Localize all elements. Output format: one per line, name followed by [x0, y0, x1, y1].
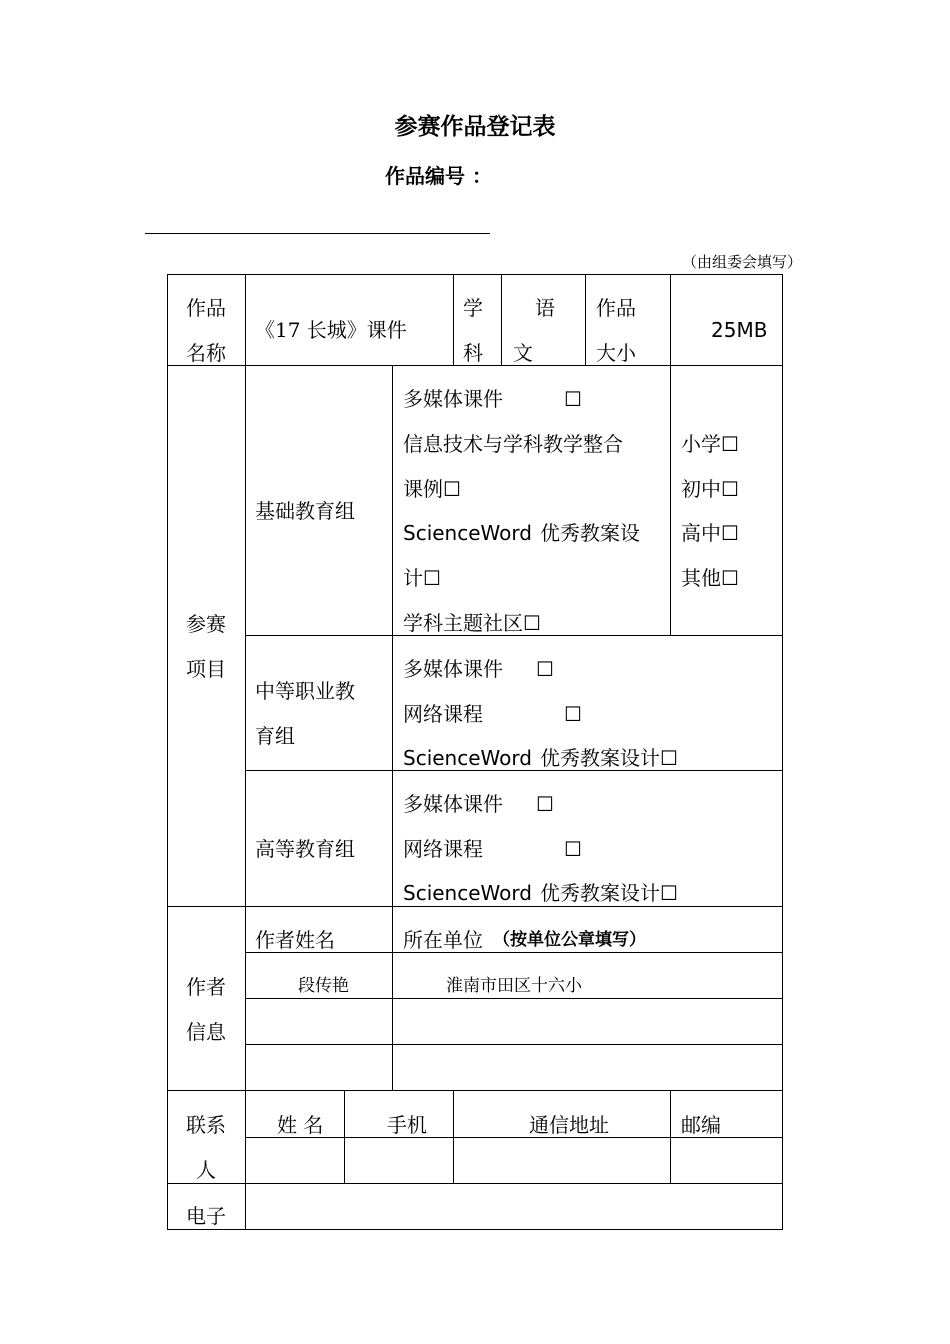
- vocational-option-online-course: 网络课程: [403, 702, 483, 726]
- basic-option-multimedia: 多媒体课件: [403, 387, 503, 411]
- level-primary[interactable]: 小学☐: [681, 432, 739, 456]
- work-name-label-2: 名称: [186, 341, 226, 365]
- vocational-group: 中等职业教: [255, 679, 355, 703]
- contact-address-header: 通信地址: [529, 1113, 609, 1137]
- higher-option-online-course: 网络课程: [403, 837, 483, 861]
- unit-header-note: （按单位公章填写）: [493, 930, 646, 950]
- basic-option-integration: 信息技术与学科教学整合: [403, 432, 623, 456]
- subject-value-2: 文: [513, 341, 533, 365]
- vocational-option-scienceword: ScienceWord: [403, 746, 532, 770]
- author-name-header: 作者姓名: [255, 928, 335, 952]
- basic-option-community[interactable]: 学科主题社区☐: [403, 611, 541, 635]
- author-label: 作者: [186, 975, 226, 999]
- level-other[interactable]: 其他☐: [681, 566, 739, 590]
- author-name-value[interactable]: 段传艳: [298, 976, 349, 996]
- email-label: 电子: [186, 1204, 226, 1228]
- contact-name-header: 姓 名: [277, 1113, 324, 1137]
- level-junior[interactable]: 初中☐: [681, 477, 739, 501]
- author-label-2: 信息: [186, 1020, 226, 1044]
- size-label-2: 大小: [596, 341, 636, 365]
- subject-label: 学: [463, 296, 483, 320]
- contact-postcode-header: 邮编: [681, 1113, 721, 1137]
- work-number-line: [145, 233, 490, 234]
- entry-label: 参赛: [186, 612, 226, 636]
- subject-value: 语: [535, 296, 555, 320]
- higher-online-course-checkbox[interactable]: ☐: [564, 837, 582, 861]
- entry-label-2: 项目: [186, 657, 226, 681]
- size-value: 25MB: [711, 318, 768, 342]
- unit-header: 所在单位: [403, 928, 483, 952]
- vocational-multimedia-checkbox[interactable]: ☐: [536, 657, 554, 681]
- subject-label-2: 科: [463, 341, 483, 365]
- basic-option-lesson-case[interactable]: 课例☐: [403, 477, 461, 501]
- work-name-value: 《17 长城》课件: [255, 318, 407, 342]
- higher-option-scienceword-rest[interactable]: 优秀教案设计☐: [540, 881, 678, 905]
- vocational-online-course-checkbox[interactable]: ☐: [564, 702, 582, 726]
- higher-option-multimedia: 多媒体课件: [403, 792, 503, 816]
- vocational-option-multimedia: 多媒体课件: [403, 657, 503, 681]
- vocational-group-2: 育组: [255, 724, 295, 748]
- work-number-label: 作品编号 ：: [385, 164, 492, 188]
- unit-value[interactable]: 淮南市田区十六小: [446, 976, 582, 996]
- basic-option-scienceword-end[interactable]: 计☐: [403, 566, 441, 590]
- page-title: 参赛作品登记表: [394, 114, 556, 140]
- work-name-label: 作品: [186, 296, 226, 320]
- basic-education-group: 基础教育组: [255, 499, 355, 523]
- higher-option-scienceword: ScienceWord: [403, 881, 532, 905]
- level-senior[interactable]: 高中☐: [681, 521, 739, 545]
- basic-option-scienceword-rest: 优秀教案设: [540, 521, 640, 545]
- vocational-option-scienceword-rest[interactable]: 优秀教案设计☐: [540, 746, 678, 770]
- higher-education-group: 高等教育组: [255, 837, 355, 861]
- basic-multimedia-checkbox[interactable]: ☐: [564, 387, 582, 411]
- contact-phone-header: 手机: [387, 1113, 427, 1137]
- size-label: 作品: [596, 296, 636, 320]
- committee-note: （由组委会填写）: [681, 253, 802, 271]
- basic-option-scienceword: ScienceWord: [403, 521, 532, 545]
- contact-label: 联系: [186, 1113, 226, 1137]
- higher-multimedia-checkbox[interactable]: ☐: [536, 792, 554, 816]
- contact-label-2: 人: [196, 1158, 216, 1182]
